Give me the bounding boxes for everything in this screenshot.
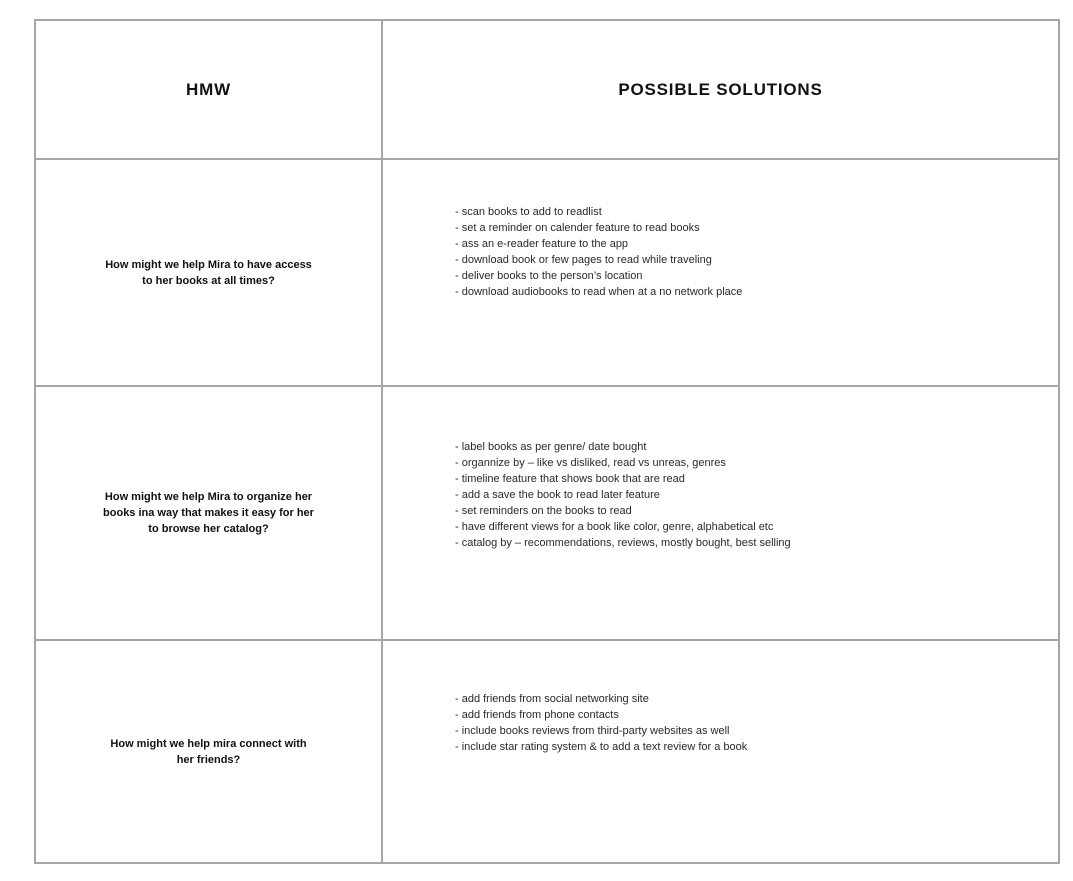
solution-item: - add friends from social networking site <box>455 693 649 705</box>
hmw-question: How might we help mira connect with her friends? <box>110 737 307 766</box>
solution-item: - scan books to add to readlist <box>455 206 602 218</box>
hmw-question: How might we help Mira to have access to her books at all times? <box>105 258 312 287</box>
solution-item: - set a reminder on calender feature to read books <box>455 222 700 234</box>
solution-item: - download audiobooks to read when at a no network place <box>455 286 743 298</box>
header-cell-solutions <box>383 21 1058 160</box>
solution-item: - add a save the book to read later feature <box>455 489 660 501</box>
solutions-cell <box>383 641 1058 862</box>
hmw-question: How might we help Mira to organize her books ina way that makes it easy for her to browse her catalog? <box>103 491 314 535</box>
solutions-list <box>455 160 1058 300</box>
solution-item: - label books as per genre/ date bought <box>455 441 647 453</box>
question-cell <box>36 160 383 387</box>
question-cell <box>36 387 383 641</box>
header-cell-hmw <box>36 21 383 160</box>
hmw-table <box>34 19 1060 864</box>
solution-item: - set reminders on the books to read <box>455 505 632 517</box>
solutions-cell <box>383 160 1058 387</box>
question-cell <box>36 641 383 862</box>
solution-item: - have different views for a book like color, genre, alphabetical etc <box>455 521 774 533</box>
solutions-list <box>455 641 1058 755</box>
solution-item: - timeline feature that shows book that are read <box>455 473 685 485</box>
solution-item: - organnize by – like vs disliked, read vs unreas, genres <box>455 457 726 469</box>
solutions-list <box>455 387 1058 551</box>
solution-item: - ass an e-reader feature to the app <box>455 238 629 250</box>
solution-item: - include star rating system & to add a text review for a book <box>455 741 748 753</box>
header-hmw: HMW <box>186 79 231 99</box>
solution-item: - include books reviews from third-party websites as well <box>455 725 730 737</box>
solutions-cell <box>383 387 1058 641</box>
solution-item: - catalog by – recommendations, reviews, mostly bought, best selling <box>455 537 791 549</box>
header-possible-solutions: POSSIBLE SOLUTIONS <box>618 79 823 99</box>
solution-item: - deliver books to the person’s location <box>455 270 643 282</box>
solution-item: - add friends from phone contacts <box>455 709 619 721</box>
solution-item: - download book or few pages to read while traveling <box>455 254 712 266</box>
